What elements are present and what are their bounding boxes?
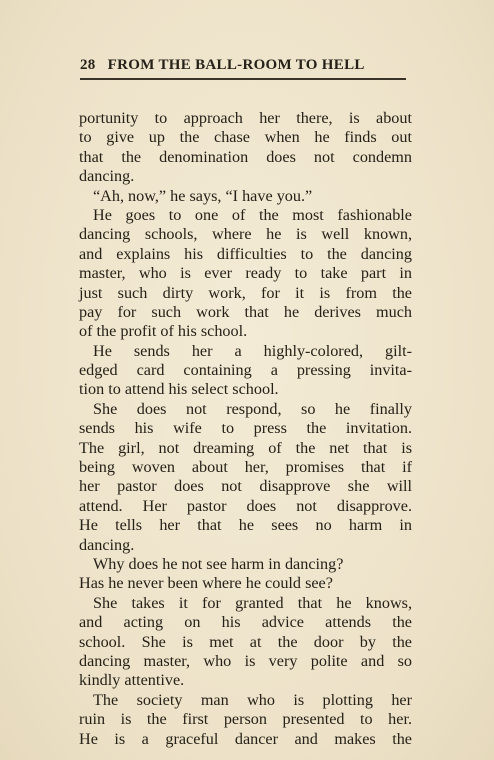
text-line: and explains his difficulties to the dancing <box>79 244 412 263</box>
text-line: and acting on his advice attends the <box>79 613 412 632</box>
text-line: dancing. <box>79 167 135 186</box>
text-line: school. She is met at the door by the <box>79 632 412 651</box>
text-line: that the denomination does not condemn <box>79 147 412 166</box>
text-line: to give up the chase when he finds out <box>79 128 412 147</box>
header-rule <box>80 78 406 80</box>
text-line: He sends her a highly-colored, gilt- <box>93 341 412 360</box>
text-line: ruin is the first person presented to her. <box>79 710 412 729</box>
text-line: dancing. <box>79 535 135 554</box>
page-number: 28 <box>80 57 96 73</box>
body-text <box>79 109 412 749</box>
running-header <box>80 57 410 74</box>
text-line: The girl, not dreaming of the net that is <box>79 438 412 457</box>
text-line: “Ah, now,” he says, “I have you.” <box>93 186 313 205</box>
text-line: She does not respond, so he finally <box>93 399 412 418</box>
text-line: her pastor does not disapprove she will <box>79 477 412 496</box>
text-line: He tells her that he sees no harm in <box>79 516 412 535</box>
text-line: being woven about her, promises that if <box>79 458 412 477</box>
text-line: just such dirty work, for it is from the <box>79 283 412 302</box>
text-line: pay for such work that he derives much <box>79 302 412 321</box>
text-line: portunity to approach her there, is about <box>79 109 412 127</box>
text-line: kindly attentive. <box>79 671 185 690</box>
text-line: master, who is ever ready to take part in <box>79 264 412 283</box>
text-line: tion to attend his select school. <box>79 380 279 399</box>
text-line: He is a graceful dancer and makes the <box>79 729 412 748</box>
text-line: dancing schools, where he is well known, <box>79 225 412 244</box>
text-line: She takes it for granted that he knows, <box>93 593 412 612</box>
running-title: FROM THE BALL-ROOM TO HELL <box>107 57 365 73</box>
text-line: edged card containing a pressing invita- <box>79 361 412 380</box>
text-line: The society man who is plotting her <box>93 690 412 709</box>
text-line: Why does he not see harm in dancing? <box>93 554 344 573</box>
text-line: dancing master, who is very polite and so <box>79 651 412 670</box>
text-line: He goes to one of the most fashionable <box>93 205 412 224</box>
text-line: attend. Her pastor does not disapprove. <box>79 496 412 515</box>
text-line: Has he never been where he could see? <box>79 574 333 593</box>
text-line: sends his wife to press the invitation. <box>79 419 412 438</box>
text-line: of the profit of his school. <box>79 322 248 341</box>
